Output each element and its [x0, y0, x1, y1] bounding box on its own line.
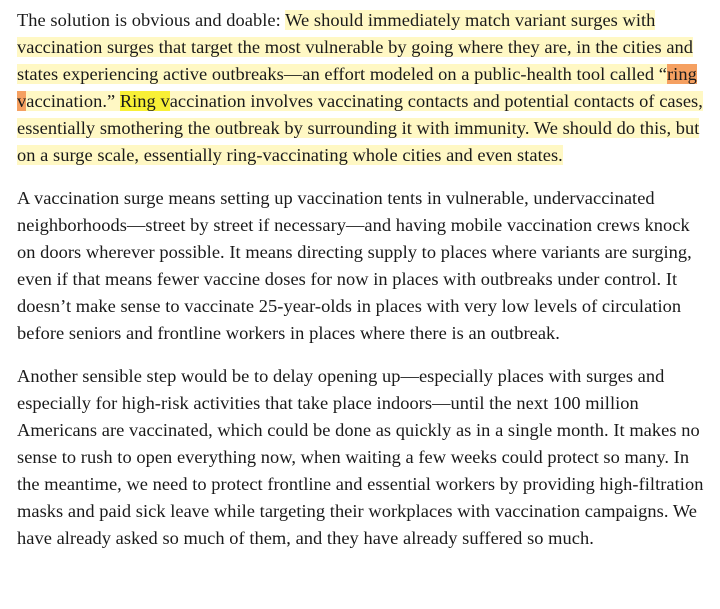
paragraph-vaccination-surge: A vaccination surge means setting up vaccination tents in vulnerable, undervaccinated neighborhoods—street by street if necessary—and having mobile vaccination crews knock on doors wherever possible. It means directing supply to places where variants are surging, even if that means fewer vaccine doses for now in places with outbreaks under control. It doesn’t make sense to vaccinate 25-year-olds in places with very low levels of circulation before seniors and frontline workers in places where there is an outbreak. — [17, 188, 692, 343]
highlight-bright-ring[interactable]: Ring v — [119, 91, 170, 111]
highlight-yellow-2[interactable]: accination.” — [26, 91, 120, 111]
paragraph-delay-opening: Another sensible step would be to delay opening up—especially places with surges and especially for high-risk activities that take place indoors—until the next 100 million Americans are vaccinated, which could be done as quickly as in a single month. It makes no sense to rush to open everything now, when waiting a few weeks could protect so many. In the meantime, we need to protect frontline and essential workers by providing high-filtration masks and paid sick leave while targeting their workplaces with vaccination campaigns. We have already asked so much of them, and they have already suffered so much. — [17, 366, 704, 548]
paragraph-solution — [17, 7, 707, 169]
article-body — [17, 7, 707, 568]
highlight-yellow-3[interactable]: accination involves vaccinating contacts and potential contacts of cases, essentially smothering the outbreak by surrounding it with immunity. We should do this, but on a surge scale, essentially ring-vaccinating whole cities and even states. — [17, 91, 703, 165]
paragraph-intro-text: The solution is obvious and doable: — [17, 10, 286, 30]
highlight-yellow-1[interactable]: We should immediately match variant surges with vaccination surges that target the most vulnerable by going where they are, in the cities and states experiencing active outbreaks—an effort modeled on a public-health tool called “ — [17, 10, 694, 84]
highlight-orange-ring[interactable]: ring v — [17, 64, 697, 111]
